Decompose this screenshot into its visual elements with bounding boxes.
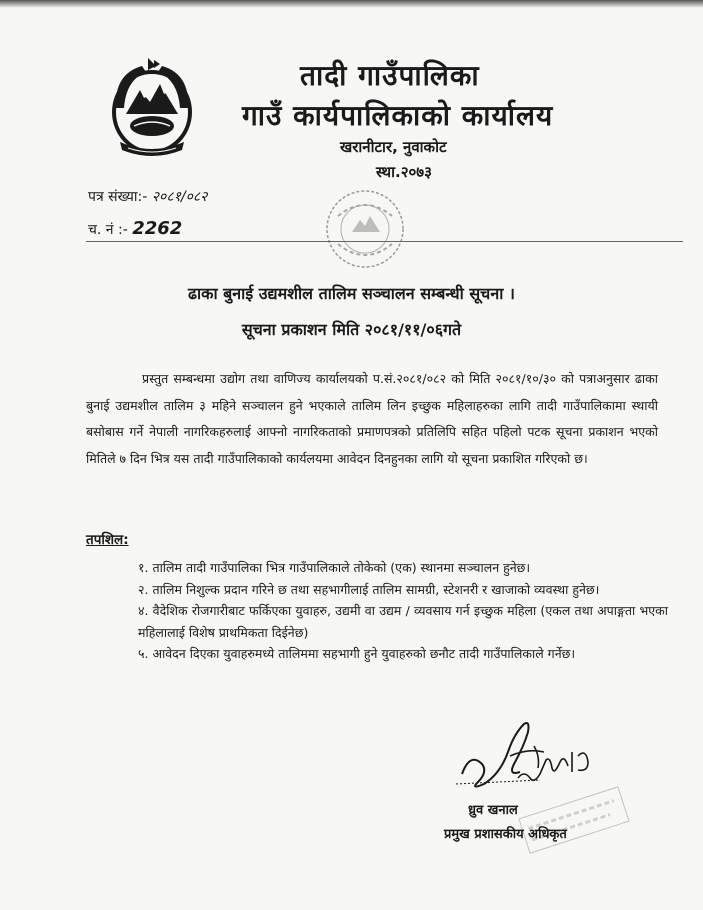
signatory-title: प्रमुख प्रशासकीय अधिकृत xyxy=(444,827,567,842)
details-item: ५. आवेदन दिएका युवाहरुमध्ये तालिममा सहभागी हुने युवाहरुको छनौट तादी गाउँपालिकाले गर्नेछ। xyxy=(138,646,576,661)
dispatch-number-value: 2262 xyxy=(132,218,183,239)
office-name: तादी गाउँपालिका xyxy=(300,59,480,92)
office-seal-stamp-icon xyxy=(322,186,408,272)
details-heading: तपशिल: xyxy=(86,532,129,548)
office-established: स्था.२०७३ xyxy=(376,163,432,181)
officer-stamp-icon xyxy=(514,780,634,860)
header-divider xyxy=(86,241,683,242)
letter-number xyxy=(88,187,207,206)
dispatch-number-label: च. नं :- xyxy=(88,222,128,238)
letter-number-label: पत्र संख्या:- xyxy=(88,189,148,205)
office-type: गाउँ कार्यपालिकाको कार्यालय xyxy=(242,99,554,132)
office-address: खरानीटार, नुवाकोट xyxy=(340,138,447,156)
government-emblem-icon xyxy=(104,52,200,162)
scan-edge-shadow xyxy=(0,0,703,8)
details-item: २. तालिम निशुल्क प्रदान गरिने छ तथा सहभागीलाई तालिम सामग्री, स्टेशनरी र खाजाको व्यवस्था हुनेछ। xyxy=(138,581,600,597)
notice-body: प्रस्तुत सम्बन्धमा उद्योग तथा वाणिज्य कार्यालयको प.सं.२०८१/०८२ को मिति २०८१/१०/३० को पत्राअनुसार ढाका बुनाई उद्यमशील तालिम ३ महिने सञ्चालन हुने भएकाले तालिम लिन इच्छुक महिलाहरुका लागि तादी गाउँपालिकामा स्थायी बसोबास गर्ने नेपाली नागरिकहरुलाई आफ्नो नागरिकताको प्रमाणपत्रको प्रतिलिपि सहित पहिलो पटक सूचना प्रकाशन भएको मितिले ७ दिन भित्र यस तादी गाउँपालिकाको कार्यलयमा आवेदन दिनहुनका लागि यो सूचना प्रकाशित गरिएको छ। xyxy=(86,371,658,466)
signatory-name: ध्रुव खनाल xyxy=(468,803,518,818)
letter-number-value: २०८१/०८२ xyxy=(151,189,208,205)
notice-publication-date: सूचना प्रकाशन मिति २०८१/११/०६गते xyxy=(241,320,462,339)
details-list xyxy=(138,557,668,665)
dispatch-number xyxy=(88,218,182,239)
notice-subject: ढाका बुनाई उद्यमशील तालिम सञ्चालन सम्बन्धी सूचना । xyxy=(188,284,515,303)
details-item: १. तालिम तादी गाउँपालिका भित्र गाउँपालिकाले तोकेको (एक) स्थानमा सञ्चालन हुनेछ। xyxy=(138,560,531,575)
details-item: ४. वैदेशिक रोजगारीबाट फर्किएका युवाहरु, उद्यमी वा उद्यम / व्यवसाय गर्न इच्छुक महिला (एकल तथा अपाङ्गता भएका महिलालाई विशेष प्राथमिकता दिईनेछ) xyxy=(138,603,668,640)
